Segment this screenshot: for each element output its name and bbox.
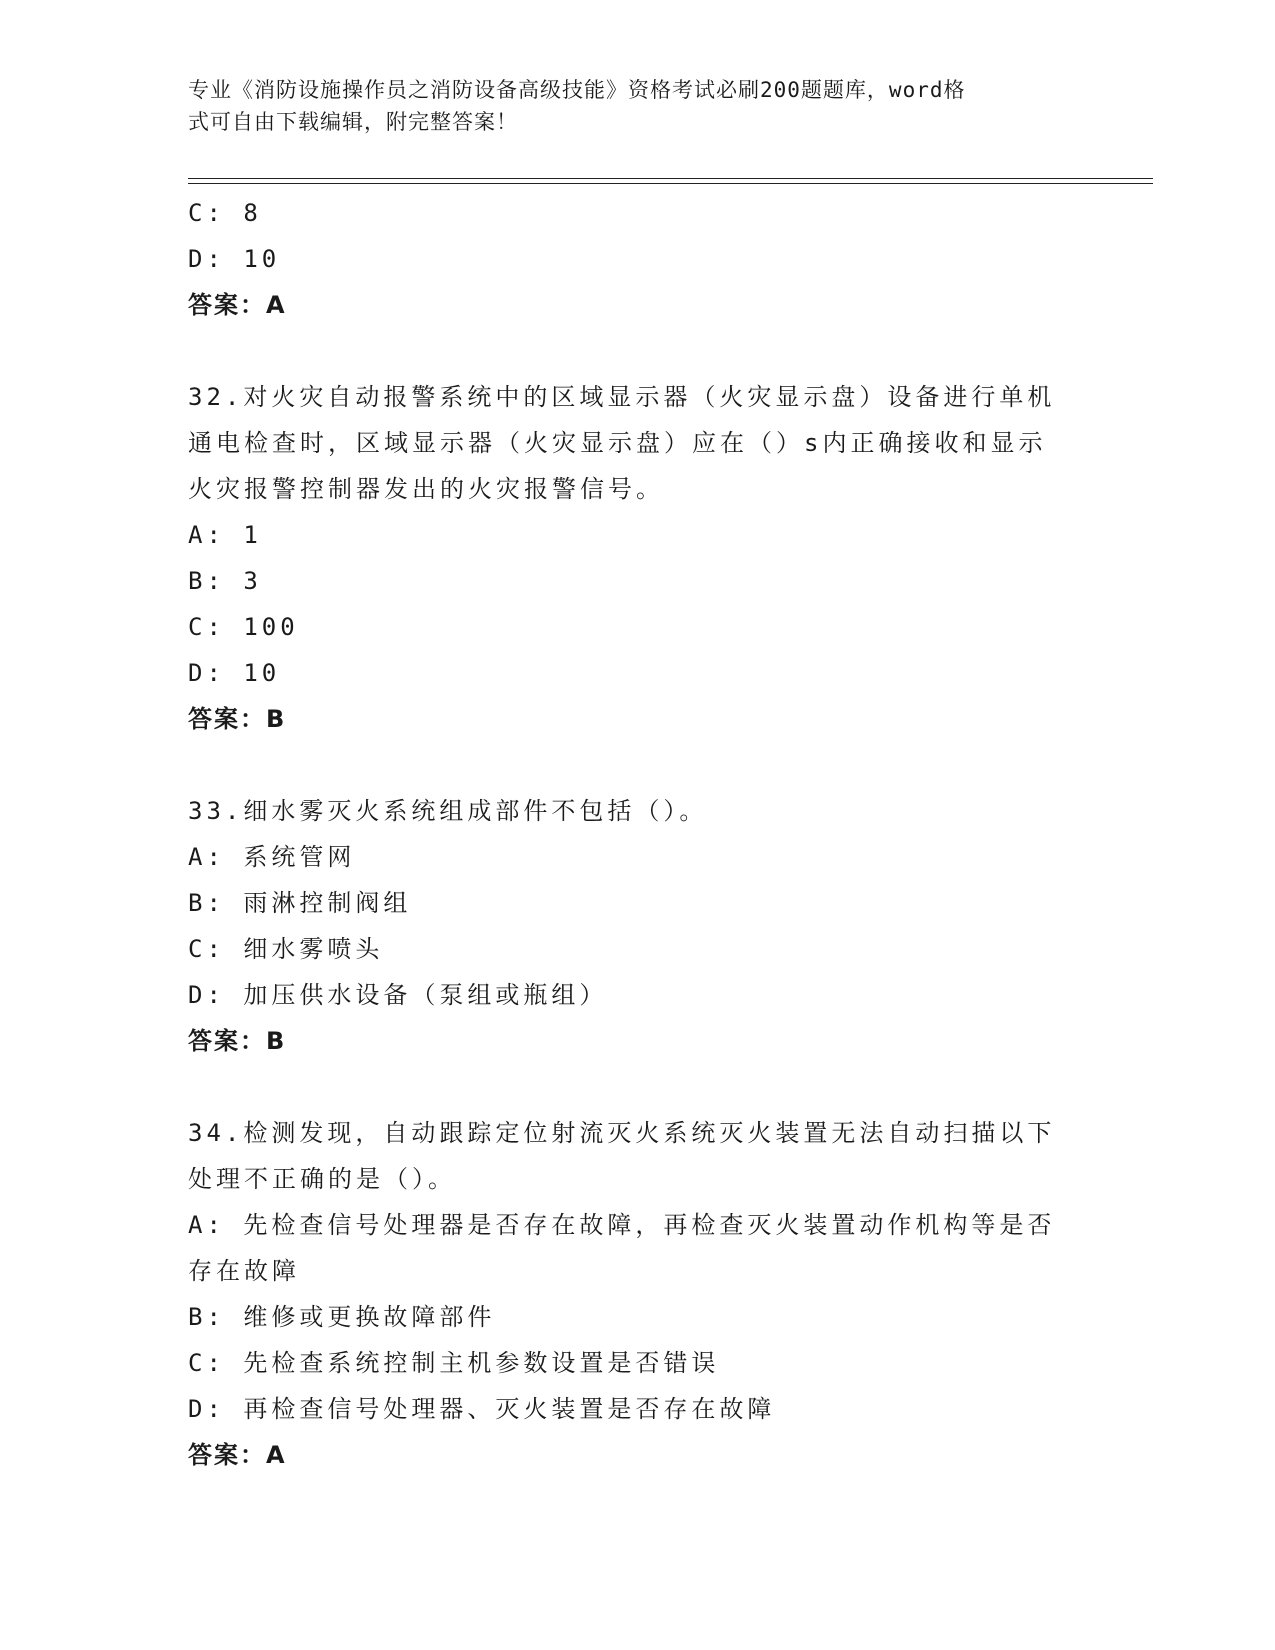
option-d: D: 再检查信号处理器、灭火装置是否存在故障: [188, 1395, 776, 1423]
question-32: [188, 374, 1088, 742]
option-b: B: 雨淋控制阀组: [188, 889, 412, 917]
answer: 答案：B: [188, 1027, 287, 1055]
answer: 答案：A: [188, 1441, 287, 1469]
option-a: A: 1: [188, 521, 262, 549]
option-b: B: 维修或更换故障部件: [188, 1303, 496, 1331]
question-stem: 32.对火灾自动报警系统中的区域显示器（火灾显示盘）设备进行单机: [188, 383, 1056, 411]
option-c: C: 细水雾喷头: [188, 935, 384, 963]
question-34: [188, 1110, 1088, 1478]
option-a: A: 先检查信号处理器是否存在故障，再检查灭火装置动作机构等是否: [188, 1211, 1056, 1239]
option-d: D: 加压供水设备（泵组或瓶组）: [188, 981, 608, 1009]
option-c: C: 先检查系统控制主机参数设置是否错误: [188, 1349, 720, 1377]
answer: 答案：B: [188, 705, 287, 733]
header-line-1: 专业《消防设施操作员之消防设备高级技能》资格考试必刷200题题库，word格: [188, 78, 966, 102]
option-c: C: 8: [188, 199, 262, 227]
option-b: B: 3: [188, 567, 262, 595]
option-c: C: 100: [188, 613, 299, 641]
question-stem: 通电检查时，区域显示器（火灾显示盘）应在（）s内正确接收和显示: [188, 429, 1047, 457]
spacer: [188, 742, 1088, 788]
question-stem: 火灾报警控制器发出的火灾报警信号。: [188, 475, 664, 503]
prev-question: [188, 190, 1088, 328]
page-header: [188, 74, 1068, 138]
question-stem: 处理不正确的是（）。: [188, 1165, 456, 1193]
question-stem: 34.检测发现，自动跟踪定位射流灭火系统灭火装置无法自动扫描以下: [188, 1119, 1056, 1147]
spacer: [188, 328, 1088, 374]
option-d: D: 10: [188, 659, 281, 687]
question-content: [188, 190, 1088, 1478]
header-line-2: 式可自由下载编辑，附完整答案！: [188, 110, 518, 134]
spacer: [188, 1064, 1088, 1110]
question-33: [188, 788, 1088, 1064]
option-a: A: 系统管网: [188, 843, 356, 871]
option-d: D: 10: [188, 245, 281, 273]
header-divider-top: [188, 178, 1153, 179]
question-stem: 33.细水雾灭火系统组成部件不包括（）。: [188, 797, 708, 825]
answer: 答案：A: [188, 291, 287, 319]
option-a-continued: 存在故障: [188, 1257, 300, 1285]
header-divider-bottom: [188, 183, 1153, 184]
